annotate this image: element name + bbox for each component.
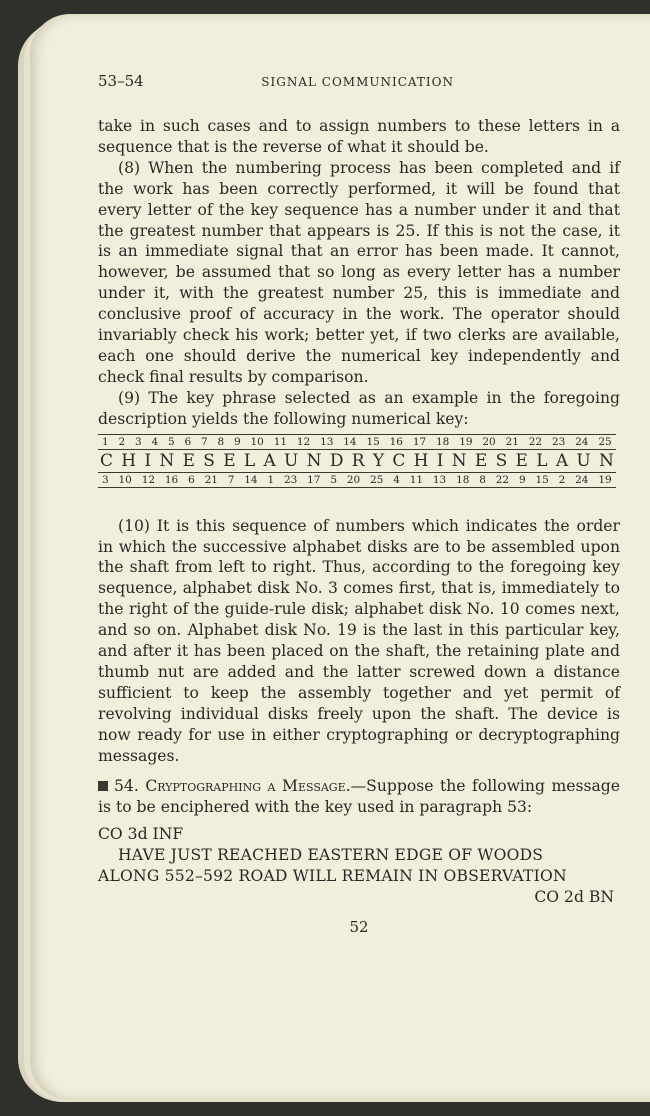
key-letter-cell: H — [121, 450, 137, 471]
key-number-cell: 5 — [330, 473, 337, 486]
key-position-cell: 11 — [273, 435, 288, 448]
message-line-2: ALONG 552–592 ROAD WILL REMAIN IN OBSERVATION — [98, 867, 567, 886]
key-letter-cell: N — [159, 450, 175, 471]
key-number-cell: 20 — [346, 473, 361, 486]
key-position-cell: 7 — [201, 435, 208, 448]
key-letter-cell: L — [536, 450, 548, 471]
key-letter-cell: R — [351, 450, 365, 471]
section-number: 54. — [114, 777, 139, 796]
key-number-cell: 2 — [558, 473, 566, 486]
key-letter-cell: S — [203, 450, 215, 471]
key-number-cell: 16 — [164, 473, 179, 486]
message-addressee: CO 3d INF — [98, 825, 184, 844]
key-number-cell: 15 — [535, 473, 549, 486]
key-letter-cell: U — [576, 450, 591, 471]
key-letter-cell: E — [182, 450, 195, 471]
key-letter-cell: S — [495, 450, 508, 471]
page-content — [98, 72, 620, 936]
key-letter-cell: N — [306, 450, 322, 471]
key-position-cell: 13 — [320, 435, 334, 448]
message-signature: CO 2d BN — [534, 888, 614, 907]
key-number-cell: 22 — [495, 473, 510, 486]
section-marker-icon — [98, 781, 108, 791]
key-position-cell: 14 — [343, 435, 357, 448]
key-letter-cell: E — [223, 450, 236, 471]
key-number-row — [98, 473, 616, 487]
key-letter-cell: C — [392, 450, 406, 471]
key-position-cell: 2 — [118, 435, 126, 448]
page-header — [98, 72, 620, 102]
key-position-cell: 1 — [102, 435, 109, 448]
key-number-cell: 8 — [479, 473, 486, 486]
key-letter-cell: N — [451, 450, 467, 471]
key-position-cell: 24 — [575, 435, 589, 448]
key-position-cell: 15 — [366, 435, 380, 448]
running-head: SIGNAL COMMUNICATION — [261, 75, 454, 89]
key-number-cell: 3 — [102, 473, 109, 486]
section-title: Cryptographing a Message. — [145, 777, 351, 796]
key-number-cell: 24 — [575, 473, 589, 486]
position-row — [98, 435, 616, 449]
key-number-cell: 23 — [283, 473, 298, 486]
key-number-cell: 11 — [409, 473, 424, 486]
key-position-cell: 19 — [459, 435, 473, 448]
folio-page-number: 52 — [349, 918, 369, 937]
key-letter-cell: L — [243, 450, 256, 471]
key-number-cell: 12 — [141, 473, 156, 486]
key-letter-cell: N — [599, 450, 614, 471]
key-position-cell: 23 — [551, 435, 566, 448]
key-position-cell: 5 — [168, 435, 175, 448]
section-text: —Suppose the following message is to be enciphered with the key used in paragraph 53: — [98, 777, 620, 817]
key-letter-row — [98, 450, 616, 472]
key-letter-cell: I — [144, 450, 152, 471]
key-number-cell: 21 — [204, 473, 218, 486]
key-position-cell: 16 — [389, 435, 403, 448]
key-position-cell: 18 — [436, 435, 450, 448]
key-number-cell: 25 — [370, 473, 384, 486]
message-line-1: HAVE JUST REACHED EASTERN EDGE OF WOODS — [118, 846, 544, 865]
key-letter-cell: H — [413, 450, 429, 471]
key-letter-cell: E — [474, 450, 488, 471]
key-position-cell: 22 — [528, 435, 543, 448]
key-letter-cell: E — [515, 450, 528, 471]
key-letter-cell: A — [555, 450, 569, 471]
key-number-cell: 1 — [267, 473, 275, 486]
key-position-cell: 25 — [598, 435, 612, 448]
key-number-cell: 10 — [118, 473, 132, 486]
key-position-cell: 20 — [482, 435, 496, 448]
key-position-cell: 4 — [151, 435, 159, 448]
key-letter-cell: D — [329, 450, 344, 471]
key-number-cell: 18 — [456, 473, 470, 486]
key-position-cell: 21 — [505, 435, 519, 448]
key-letter-cell: Y — [372, 450, 385, 471]
key-position-cell: 6 — [184, 435, 192, 448]
key-letter-cell: U — [284, 450, 299, 471]
key-position-cell: 12 — [296, 435, 311, 448]
page-range: 53–54 — [98, 72, 144, 90]
paragraph-54 — [98, 776, 620, 818]
paragraph-10: (10) It is this sequence of numbers which indicates the order in which the successive alphabet disks are to be assembled upon the shaft from left to right. Thus, according to the foregoing key sequence, alphabet disk No. 3 comes first, that is, immediately to the right of the guide-rule disk; alphabet disk No. 10 comes next, and so on. Alphabet disk No. 19 is the last in this particular key, and after it has been placed on the shaft, the retaining plate and thumb nut are added and the latter screwed down a distance sufficient to keep the assembly together and yet permit of revolving individual disks freely upon the shaft. The device is now ready for use in either cryptographing or decryptographing messages. — [98, 516, 620, 765]
paragraph-continuation: take in such cases and to assign numbers to these letters in a sequence that is the reverse of what it should be. — [98, 117, 620, 156]
key-number-cell: 13 — [432, 473, 447, 486]
key-number-cell: 6 — [188, 473, 195, 486]
key-position-cell: 9 — [234, 435, 241, 448]
key-number-cell: 4 — [393, 473, 400, 486]
key-number-cell: 7 — [227, 473, 235, 486]
key-letter-cell: C — [100, 450, 114, 471]
key-letter-cell: I — [436, 450, 444, 471]
key-position-cell: 8 — [217, 435, 225, 448]
key-position-cell: 3 — [135, 435, 142, 448]
key-number-cell: 17 — [307, 473, 321, 486]
key-letter-cell: A — [263, 450, 276, 471]
numerical-key-table — [98, 434, 616, 488]
key-number-cell: 9 — [518, 473, 526, 486]
paragraph-8: (8) When the numbering process has been completed and if the work has been correctly performed, it will be found that every letter of the key sequence has a number under it and that the greatest number that appears is 25. If this is not the case, it is an immediate signal that an error has been made. It cannot, however, be assumed that so long as every letter has a number under it, with the greatest number 25, this is immediate and conclusive proof of accuracy in the work. The operator should invariably check his work; better yet, if two clerks are available, each one should derive the numerical key independently and check final results by comparison. — [98, 158, 620, 386]
key-position-cell: 17 — [412, 435, 427, 448]
paragraph-9: (9) The key phrase selected as an example in the foregoing description yields the following numerical key: — [98, 388, 620, 428]
key-position-cell: 10 — [250, 435, 264, 448]
key-number-cell: 14 — [244, 473, 258, 486]
key-number-cell: 19 — [598, 473, 612, 486]
